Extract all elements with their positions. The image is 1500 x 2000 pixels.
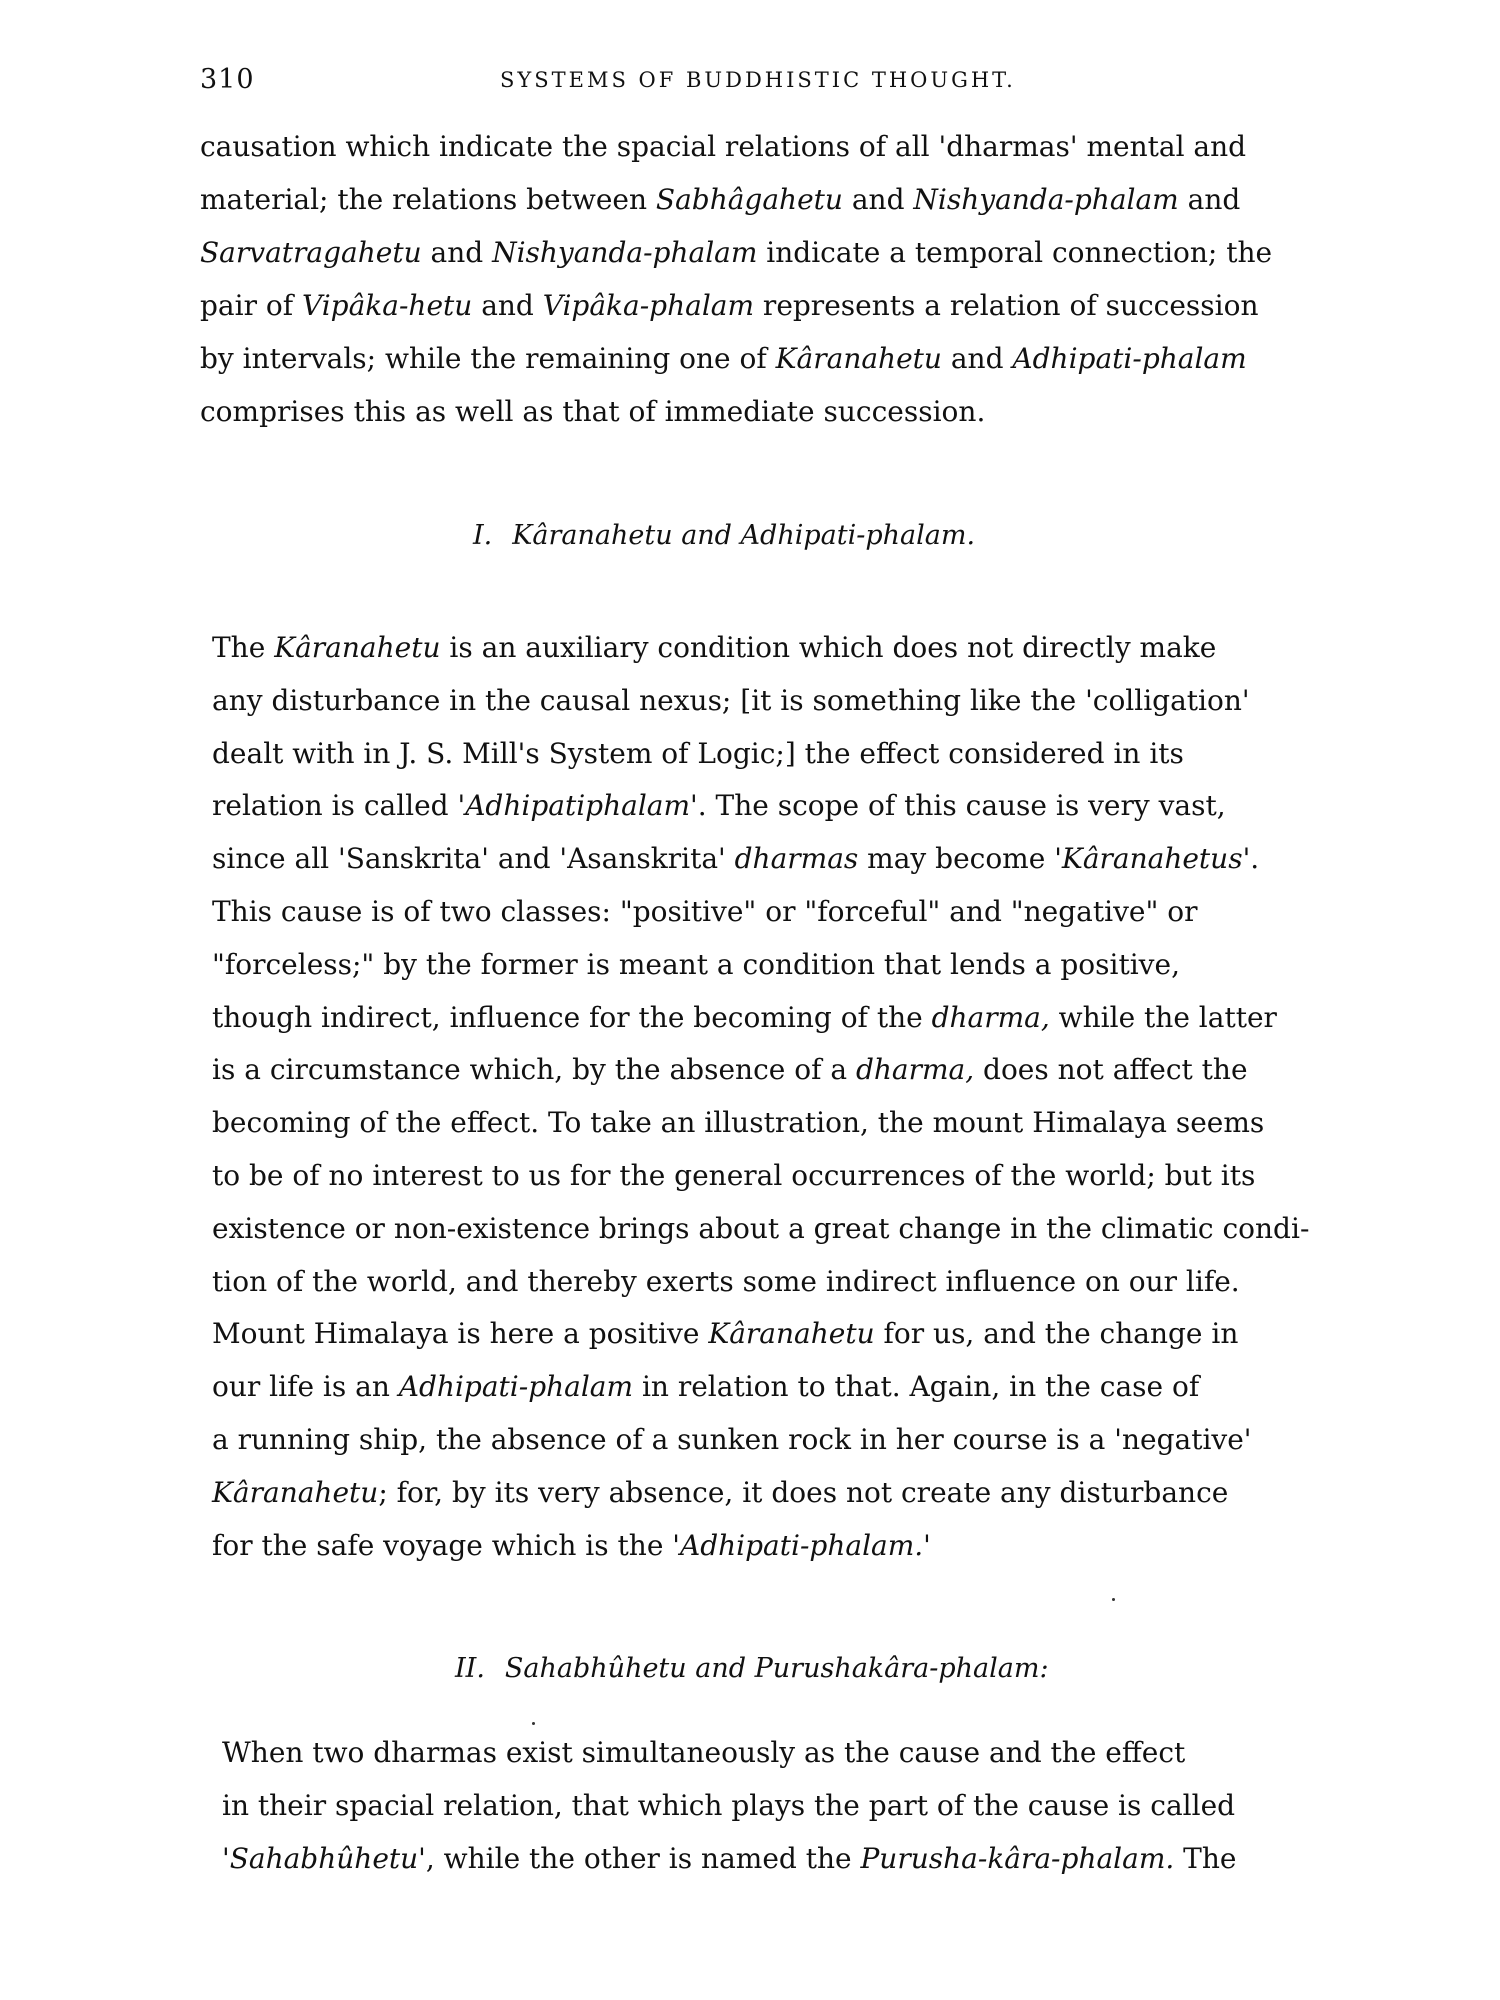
- text-line: dealt with in J. S. Mill's System of Logic;] the effect considered in its: [212, 736, 1184, 770]
- text-line: Sarvatragahetu and Nishyanda-phalam indicate a temporal connection; the: [200, 236, 1273, 269]
- term: dharma,: [855, 1053, 975, 1087]
- text-line: causation which indicate the spacial relations of all 'dharmas' mental and: [200, 130, 1247, 163]
- term: 'Kâranahetus': [1054, 842, 1251, 876]
- running-title: SYSTEMS OF BUDDHISTIC THOUGHT.: [500, 68, 1016, 92]
- section-number: I.: [473, 520, 493, 551]
- text-line: since all 'Sanskrita' and 'Asanskrita' dharmas may become 'Kâranahetus'.: [212, 842, 1260, 876]
- text-line: This cause is of two classes: "positive" or "forceful" and "negative" or: [212, 894, 1198, 928]
- term: Kâranahetu: [775, 342, 942, 375]
- text-line: for the safe voyage which is the 'Adhipati-phalam.': [212, 1528, 931, 1562]
- text-line: The Kâranahetu is an auxiliary condition which does not directly make: [212, 631, 1217, 664]
- text-line: existence or non-existence brings about a great change in the climatic condi-: [212, 1211, 1310, 1245]
- paragraph-2: [212, 622, 1322, 1572]
- term: Vipâka-hetu: [301, 289, 473, 322]
- text-line: "forceless;" by the former is meant a condition that lends a positive,: [212, 947, 1180, 981]
- paragraph-1: [200, 120, 1310, 438]
- term: Sabhâgahetu: [655, 183, 843, 216]
- text-line: a running ship, the absence of a sunken rock in her course is a 'negative': [212, 1422, 1252, 1456]
- section-number: II.: [455, 1653, 485, 1684]
- term: Nishyanda-phalam: [913, 183, 1179, 216]
- term: Kâranahetu: [212, 1475, 379, 1509]
- term: Sarvatragahetu: [200, 236, 422, 269]
- term: 'Sahabhûhetu': [222, 1842, 426, 1875]
- term: Kâranahetu: [708, 1317, 875, 1351]
- text-line: comprises this as well as that of immediate succession.: [200, 395, 986, 428]
- text-line: becoming of the effect. To take an illustration, the mount Himalaya seems: [212, 1106, 1265, 1140]
- text-line: by intervals; while the remaining one of Kâranahetu and Adhipati-phalam: [200, 342, 1247, 375]
- section-title: Kâranahetu and Adhipati-phalam.: [512, 520, 976, 551]
- term: Adhipati-phalam: [398, 1370, 634, 1404]
- scan-speck: [1112, 1598, 1115, 1601]
- text-line: material; the relations between Sabhâgahetu and Nishyanda-phalam and: [200, 183, 1241, 216]
- text-line: pair of Vipâka-hetu and Vipâka-phalam represents a relation of succession: [200, 289, 1259, 322]
- paragraph-3: [222, 1726, 1332, 1885]
- term: Nishyanda-phalam: [492, 236, 758, 269]
- text-line: any disturbance in the causal nexus; [it is something like the 'colligation': [212, 683, 1250, 717]
- term: dharma,: [931, 1000, 1050, 1034]
- term: Vipâka-phalam: [542, 289, 755, 322]
- text-line: our life is an Adhipati-phalam in relation to that. Again, in the case of: [212, 1370, 1200, 1404]
- text-line: to be of no interest to us for the general occurrences of the world; but its: [212, 1158, 1256, 1192]
- text-line: tion of the world, and thereby exerts some indirect influence on our life.: [212, 1264, 1240, 1298]
- text-line: Kâranahetu; for, by its very absence, it does not create any disturbance: [212, 1475, 1229, 1509]
- term: Purusha-kâra-phalam.: [860, 1842, 1175, 1875]
- text-line: relation is called 'Adhipatiphalam'. The scope of this cause is very vast,: [212, 789, 1226, 823]
- section-title: Sahabhûhetu and Purushakâra-phalam:: [504, 1653, 1049, 1684]
- term: Kâranahetu: [274, 631, 441, 664]
- text-line: Mount Himalaya is here a positive Kâranahetu for us, and the change in: [212, 1317, 1239, 1351]
- term: dharmas: [734, 842, 859, 876]
- text-line: in their spacial relation, that which plays the part of the cause is called: [222, 1789, 1236, 1822]
- text-line: though indirect, influence for the becoming of the dharma, while the latter: [212, 1000, 1277, 1034]
- text-line: 'Sahabhûhetu', while the other is named the Purusha-kâra-phalam. The: [222, 1842, 1237, 1875]
- text-line: is a circumstance which, by the absence of a dharma, does not affect the: [212, 1053, 1248, 1087]
- term: 'Adhipati-phalam.': [672, 1528, 931, 1562]
- running-header: [200, 64, 1320, 104]
- text-line: When two dharmas exist simultaneously as the cause and the effect: [222, 1736, 1186, 1769]
- term: Adhipati-phalam: [1012, 342, 1247, 375]
- term: 'Adhipatiphalam': [457, 789, 698, 823]
- section-heading-1: [473, 520, 975, 551]
- section-heading-2: [455, 1653, 1049, 1684]
- scan-speck: [532, 1722, 535, 1725]
- page-number: 310: [200, 64, 255, 95]
